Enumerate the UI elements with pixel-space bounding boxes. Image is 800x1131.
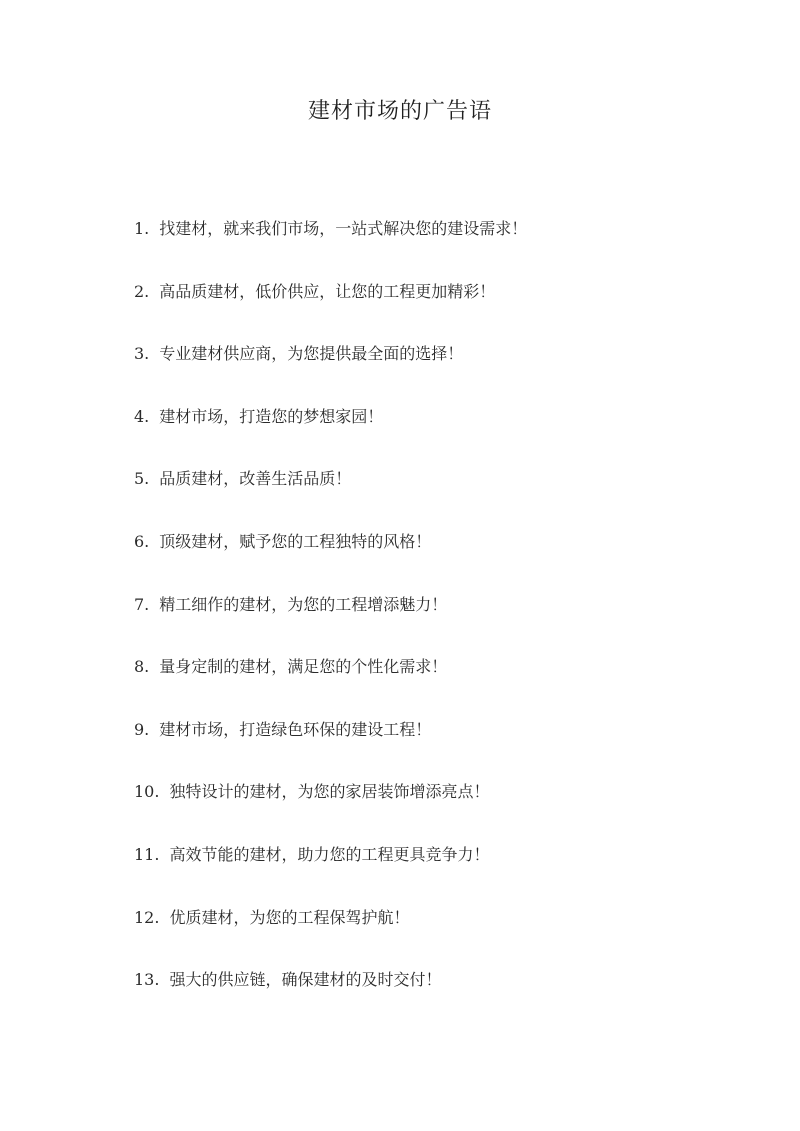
item-number: 2. xyxy=(134,281,150,301)
item-text: 精工细作的建材，为您的工程增添魅力！ xyxy=(159,594,448,614)
list-item xyxy=(134,903,754,966)
list-item xyxy=(134,339,754,402)
list-item xyxy=(134,464,754,527)
list-item xyxy=(134,527,754,590)
item-number: 8. xyxy=(134,657,150,677)
item-text: 建材市场，打造您的梦想家园！ xyxy=(159,406,384,426)
list-item xyxy=(134,965,754,1028)
list-item xyxy=(134,777,754,840)
list-item xyxy=(134,652,754,715)
document-title: 建材市场的广告语 xyxy=(307,99,492,124)
item-text: 专业建材供应商，为您提供最全面的选择！ xyxy=(159,344,464,364)
item-number: 9. xyxy=(134,719,150,739)
item-number: 10. xyxy=(134,782,160,802)
item-text: 高品质建材，低价供应，让您的工程更加精彩！ xyxy=(159,281,496,301)
slogan-list xyxy=(134,214,754,1028)
item-number: 11. xyxy=(134,844,160,864)
item-text: 量身定制的建材，满足您的个性化需求！ xyxy=(159,657,448,677)
item-number: 6. xyxy=(134,531,150,551)
item-text: 独特设计的建材，为您的家居装饰增添亮点！ xyxy=(169,782,490,802)
list-item xyxy=(134,590,754,653)
item-number: 12. xyxy=(134,907,160,927)
item-text: 顶级建材，赋予您的工程独特的风格！ xyxy=(159,531,432,551)
item-text: 优质建材，为您的工程保驾护航！ xyxy=(169,907,410,927)
item-number: 3. xyxy=(134,344,150,364)
item-number: 7. xyxy=(134,594,150,614)
item-text: 强大的供应链，确保建材的及时交付！ xyxy=(169,970,442,990)
list-item xyxy=(134,402,754,465)
item-number: 13. xyxy=(134,970,160,990)
list-item xyxy=(134,840,754,903)
item-text: 高效节能的建材，助力您的工程更具竞争力！ xyxy=(169,844,490,864)
item-number: 5. xyxy=(134,469,150,489)
item-number: 1. xyxy=(134,219,150,238)
list-item xyxy=(134,214,754,277)
item-text: 品质建材，改善生活品质！ xyxy=(159,469,352,489)
list-item xyxy=(134,715,754,778)
item-text: 建材市场，打造绿色环保的建设工程！ xyxy=(159,719,432,739)
item-text: 找建材，就来我们市场，一站式解决您的建设需求！ xyxy=(159,219,528,238)
item-number: 4. xyxy=(134,406,150,426)
list-item xyxy=(134,277,754,340)
